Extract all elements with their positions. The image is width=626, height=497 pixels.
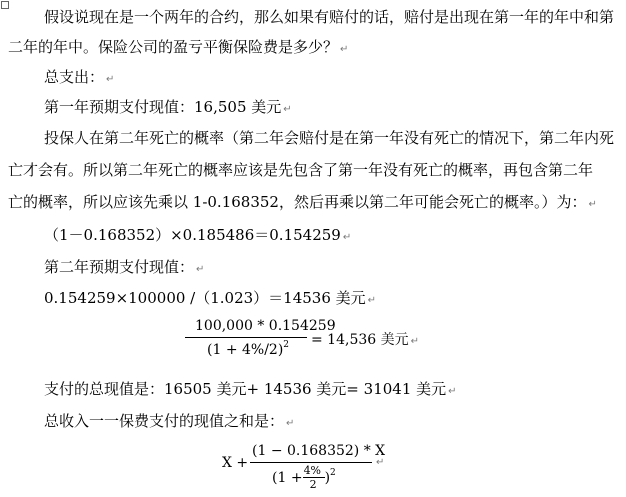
year1-present-value bbox=[44, 98, 292, 119]
text: 第二年预期支付现值： bbox=[44, 258, 195, 276]
paragraph-mark-icon: ↵ bbox=[342, 232, 352, 243]
text: 总支出： bbox=[44, 68, 105, 86]
formula-numerator: 100,000 * 0.154259 bbox=[195, 318, 336, 334]
formula-denominator bbox=[207, 342, 289, 358]
inner-numerator: 4% bbox=[303, 464, 322, 477]
formula-result bbox=[311, 329, 419, 349]
paragraph-mark-icon: ↵ bbox=[588, 199, 597, 210]
text: 0.154259×100000 /（1.023）＝14536 美元 bbox=[44, 289, 366, 307]
formula-total-income bbox=[222, 443, 392, 495]
exponent: 2 bbox=[330, 468, 336, 478]
denominator-close: ) bbox=[324, 470, 331, 486]
denominator-open: (1 + bbox=[272, 470, 303, 486]
text: 假设说现在是一个两年的合约，那么如果有赔付的话，赔付是出现在第一年的年中和第 bbox=[44, 8, 615, 26]
inner-denominator: 2 bbox=[309, 478, 317, 491]
text: 亡的概率，所以应该先乘以 1-0.168352，然后再乘以第二年可能会死亡的概率。）为： bbox=[8, 193, 587, 211]
fraction-bar bbox=[185, 337, 307, 338]
total-present-value bbox=[44, 380, 457, 401]
result-text: = 14,536 美元 bbox=[311, 332, 409, 348]
paragraph-2-line-3 bbox=[8, 193, 597, 214]
text: 第一年预期支付现值：16,505 美元 bbox=[44, 98, 282, 116]
text: 支付的总现值是：16505 美元+ 14536 美元= 31041 美元 bbox=[44, 380, 447, 398]
paragraph-mark-icon: ↵ bbox=[376, 457, 385, 468]
paragraph-mark-icon: ↵ bbox=[286, 418, 295, 429]
year2-calculation bbox=[44, 289, 376, 310]
text: 二年的年中。保险公司的盈亏平衡保险费是多少？ bbox=[8, 38, 339, 56]
paragraph-2-line-1 bbox=[44, 129, 614, 147]
year2-present-value-label bbox=[44, 258, 204, 279]
text: （1－0.168352）×0.185486＝0.154259 bbox=[44, 226, 341, 244]
paragraph-2-line-2 bbox=[8, 161, 593, 179]
corner-marker bbox=[1, 1, 9, 9]
exponent: 2 bbox=[283, 340, 290, 350]
paragraph-mark-icon: ↵ bbox=[196, 264, 205, 275]
paragraph-mark-icon: ↵ bbox=[283, 104, 292, 115]
paragraph-mark-icon: ↵ bbox=[106, 74, 115, 85]
paragraph-mark-icon: ↵ bbox=[410, 336, 420, 347]
probability-calculation bbox=[44, 226, 351, 247]
formula-year2-present-value bbox=[185, 318, 425, 368]
inner-fraction bbox=[303, 465, 325, 491]
paragraph-mark-icon: ↵ bbox=[448, 386, 457, 397]
total-expense-label bbox=[44, 68, 114, 89]
text: 亡才会有。所以第二年死亡的概率应该是先包含了第一年没有死亡的概率，再包含第二年 bbox=[8, 161, 594, 179]
text: 总收入一一保费支付的现值之和是： bbox=[44, 412, 285, 430]
paragraph-1-line-2 bbox=[8, 38, 348, 59]
text: 投保人在第二年死亡的概率（第二年会赔付是在第一年没有死亡的情况下，第二年内死 bbox=[44, 129, 615, 147]
total-income-label bbox=[44, 412, 294, 433]
paragraph-mark-icon: ↵ bbox=[367, 295, 377, 306]
formula-numerator: (1 − 0.168352) * X bbox=[252, 443, 386, 459]
paragraph-mark-icon: ↵ bbox=[340, 44, 349, 55]
fraction-bar bbox=[250, 462, 372, 463]
formula-prefix: X + bbox=[222, 455, 249, 471]
paragraph-1-line-1 bbox=[44, 8, 614, 26]
denominator-text: (1 + 4%/2) bbox=[207, 342, 284, 358]
formula-denominator bbox=[272, 465, 336, 491]
